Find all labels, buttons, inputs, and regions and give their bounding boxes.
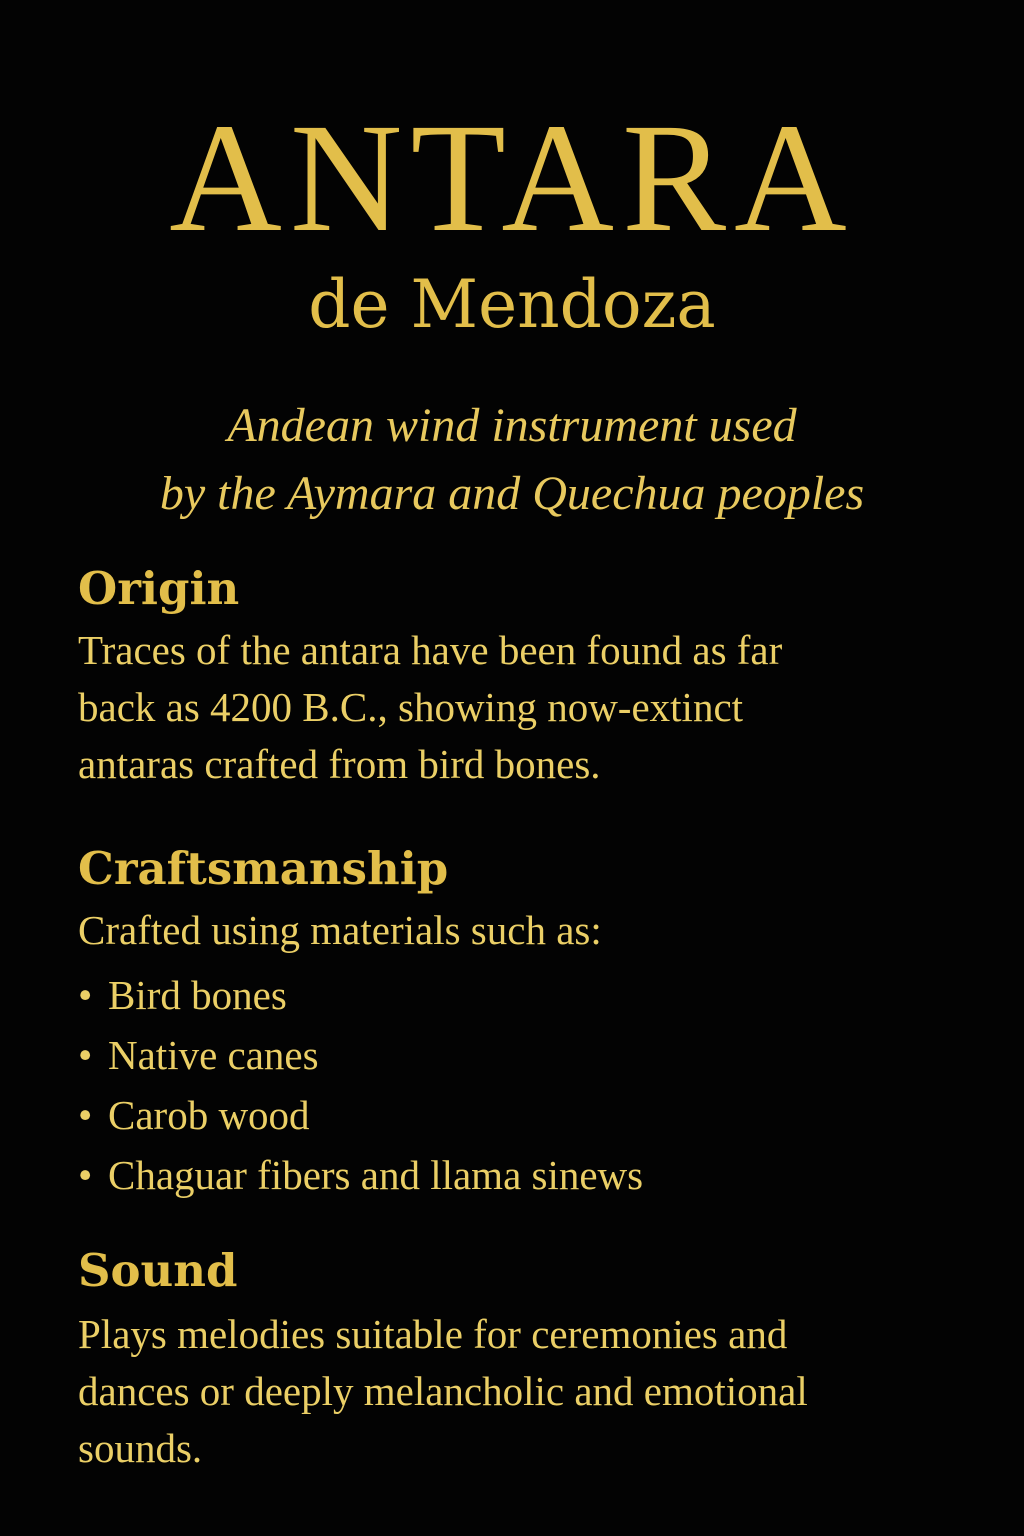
list-item [78, 1145, 643, 1205]
list-item-label: Chaguar fibers and llama sinews [108, 1152, 644, 1198]
body-line: Plays melodies suitable for ceremonies and [78, 1311, 788, 1357]
list-item-label: Native canes [108, 1032, 319, 1078]
materials-list [78, 965, 643, 1205]
body-line: sounds. [78, 1425, 203, 1471]
list-item-label: Bird bones [108, 972, 287, 1018]
section-body-craftsmanship [78, 902, 978, 959]
body-line: Traces of the antara have been found as far [78, 627, 783, 673]
bullet-icon: • [78, 972, 93, 1018]
body-line: back as 4200 B.C., showing now-extinct [78, 684, 744, 730]
section-heading-origin: Origin [78, 562, 240, 615]
bullet-icon: • [78, 1032, 93, 1078]
bullet-icon: • [78, 1092, 93, 1138]
section-body-sound [78, 1306, 978, 1477]
page-subtitle: de Mendoza [308, 266, 716, 343]
list-item [78, 965, 643, 1025]
section-heading-craftsmanship: Craftsmanship [78, 842, 449, 895]
list-item-label: Carob wood [108, 1092, 310, 1138]
section-heading-sound: Sound [78, 1244, 238, 1297]
body-line: Crafted using materials such as: [78, 907, 602, 953]
tagline [0, 392, 1024, 528]
bullet-icon: • [78, 1152, 93, 1198]
page-title: ANTARA [169, 91, 855, 264]
list-item [78, 1085, 643, 1145]
tagline-line: Andean wind instrument used [227, 399, 797, 452]
body-line: dances or deeply melancholic and emotional [78, 1368, 808, 1414]
section-body-origin [78, 622, 978, 793]
tagline-line: by the Aymara and Quechua peoples [159, 467, 865, 520]
list-item [78, 1025, 643, 1085]
body-line: antaras crafted from bird bones. [78, 741, 601, 787]
